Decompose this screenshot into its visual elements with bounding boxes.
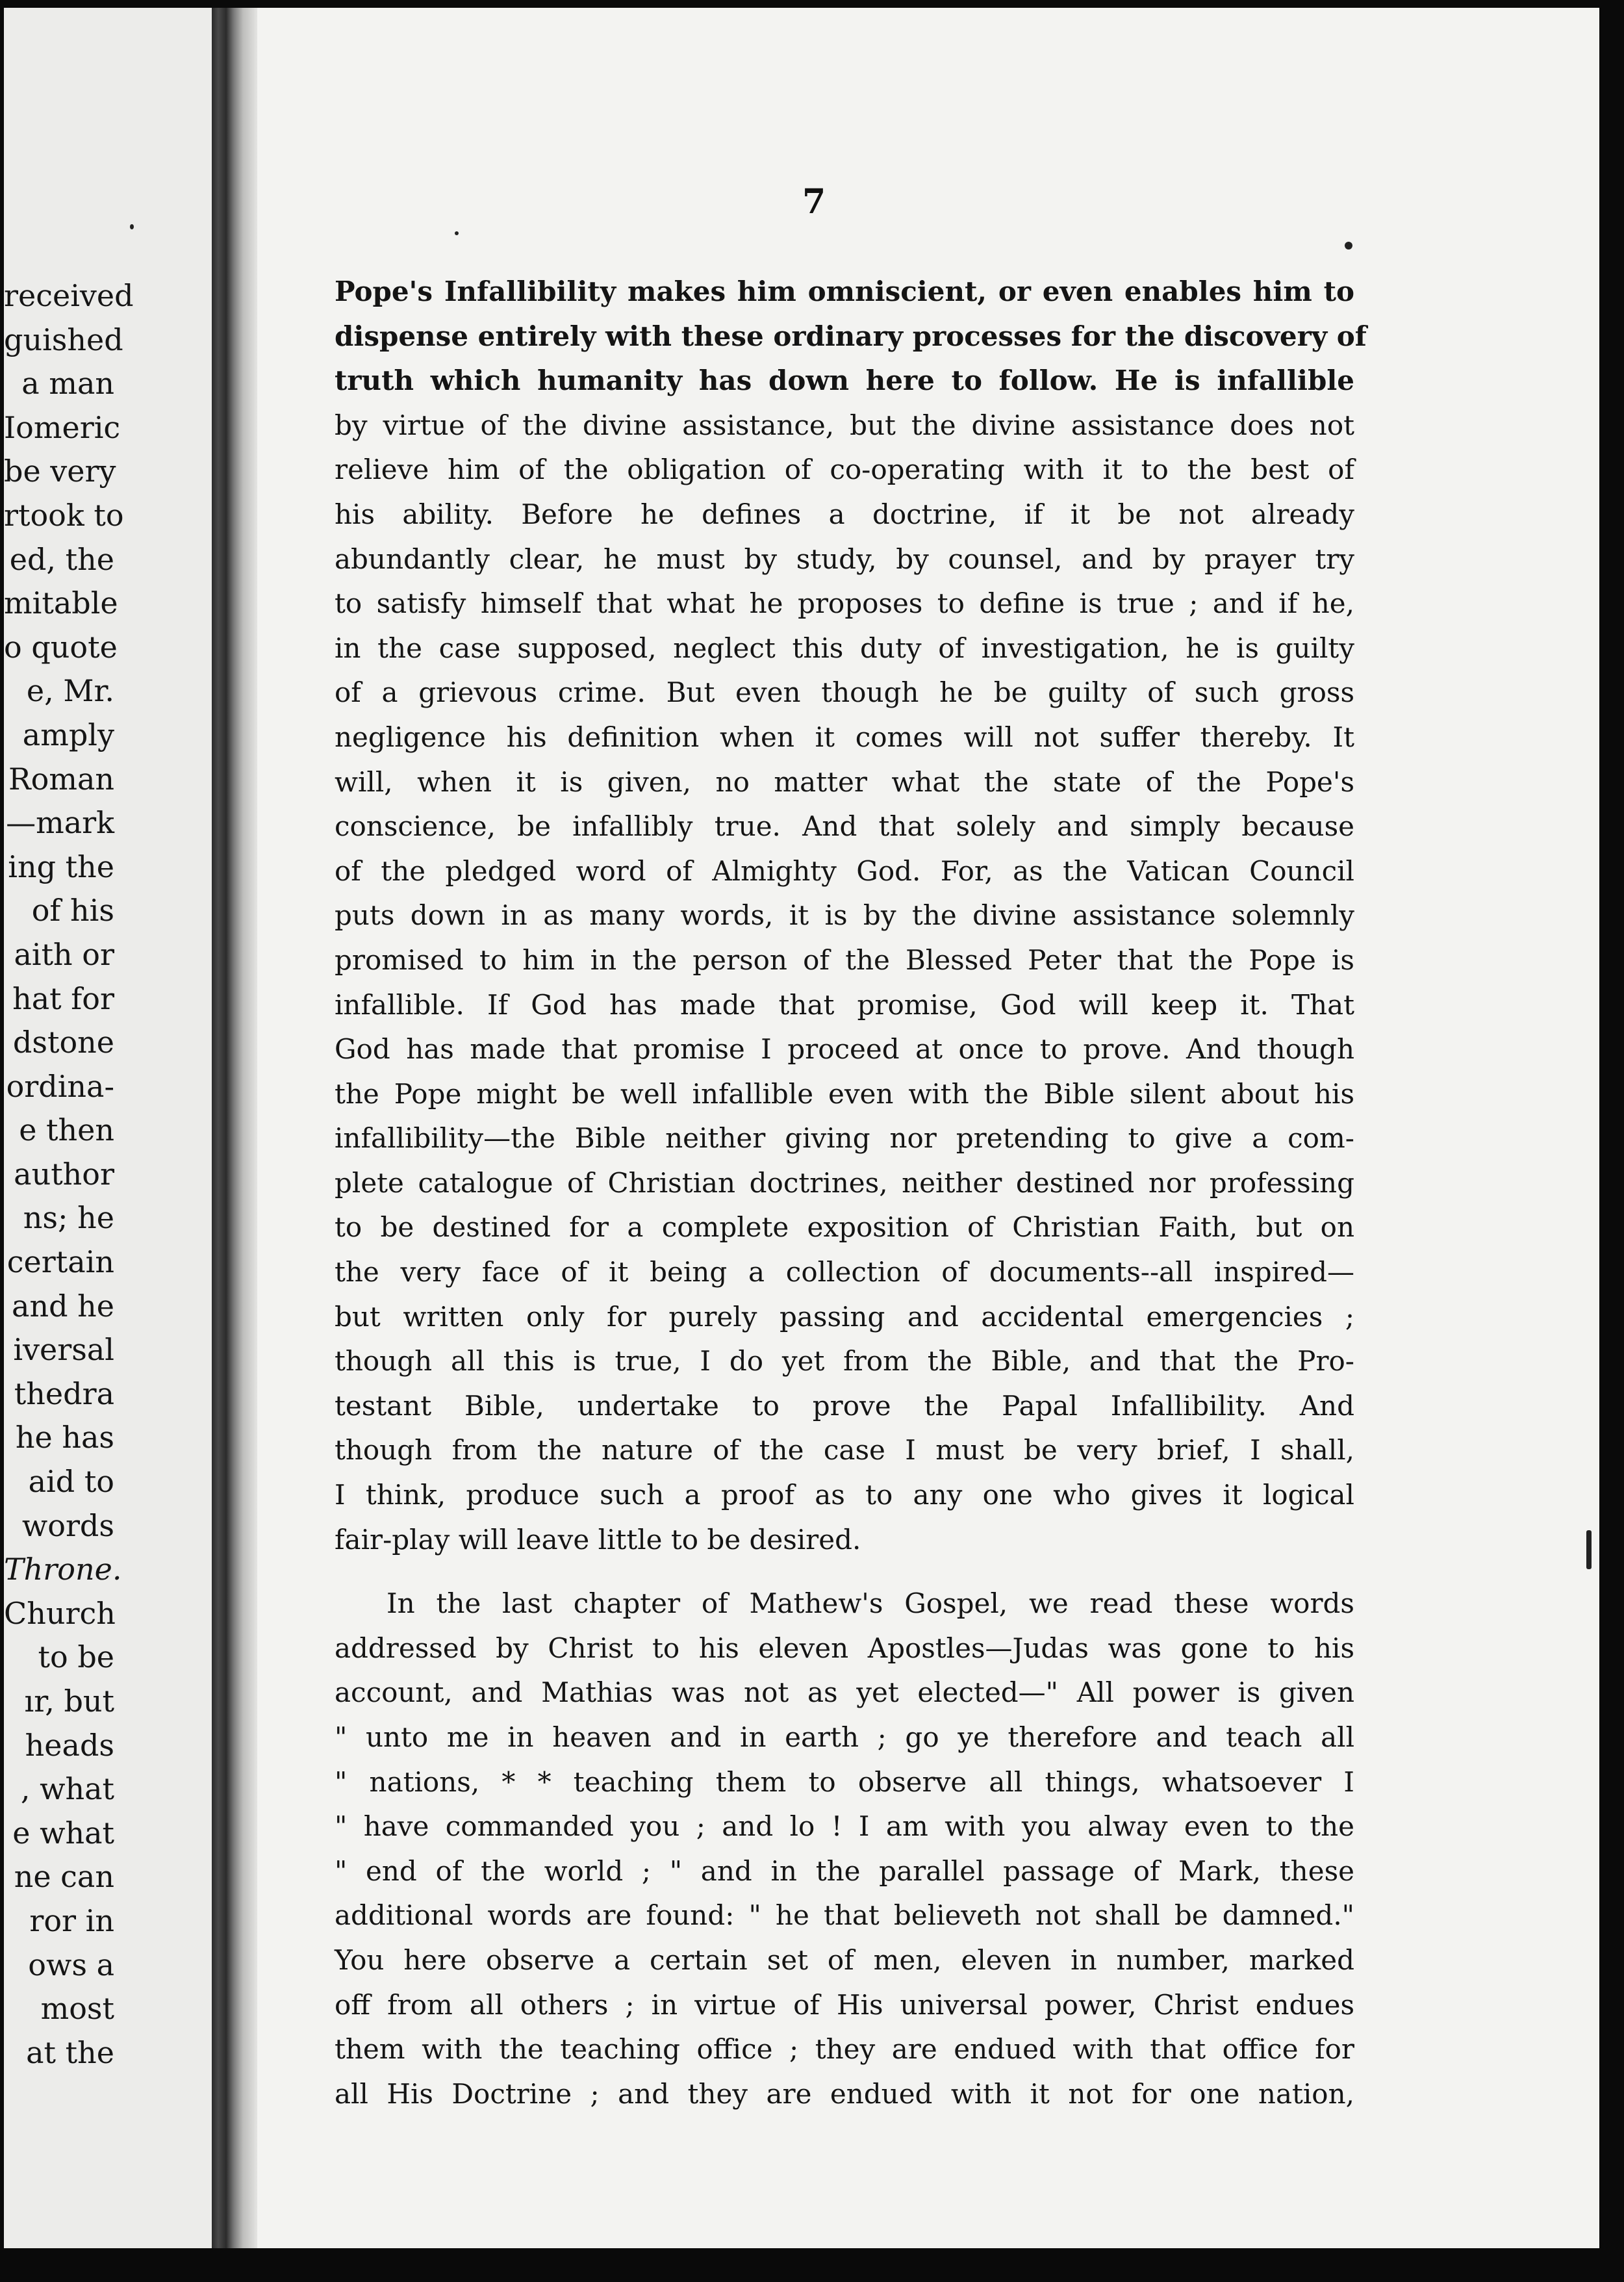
paragraph-1-line: negligence his definition when it comes will not suffer thereby. It — [335, 721, 1354, 753]
paragraph-1-line: infallible. If God has made that promise, God will keep it. That — [335, 988, 1354, 1021]
paragraph-1-line: by virtue of the divine assistance, but the divine assistance does not — [335, 409, 1354, 441]
paragraph-2-line: " end of the world ; " and in the parallel passage of Mark, these — [335, 1854, 1354, 1887]
left-page-line: amply — [22, 717, 114, 752]
left-page-line: and he — [12, 1288, 114, 1324]
page-number: 7 — [802, 182, 826, 222]
left-page-line: ır, but — [24, 1684, 114, 1719]
left-page-line: ed, the — [9, 541, 114, 577]
left-page-line: e what — [12, 1815, 114, 1851]
left-page-line: hat for — [12, 981, 114, 1016]
paragraph-1-line: the Pope might be well infallible even with the Bible silent about his — [335, 1077, 1354, 1110]
paragraph-1-line: of a grievous crime. But even though he be guilty of such gross — [335, 676, 1354, 709]
paragraph-2-line: all His Doctrine ; and they are endued with it not for one nation, — [335, 2077, 1354, 2110]
left-page-line: words — [21, 1507, 114, 1543]
paragraph-2-line: additional words are found: " he that believeth not shall be damned." — [335, 1899, 1354, 1932]
left-page-line: ing the — [8, 849, 114, 884]
paragraph-1-line: though from the nature of the case I must be very brief, I shall, — [335, 1434, 1354, 1467]
left-page-line: he has — [15, 1420, 114, 1455]
left-page-line: e, Mr. — [26, 673, 114, 709]
left-page-line: certain — [6, 1244, 114, 1280]
paragraph-1-line: to satisfy himself that what he proposes to define is true ; and if he, — [335, 587, 1354, 620]
left-page-line: received — [4, 278, 134, 313]
paragraph-2-line: them with the teaching office ; they are endued with that office for — [335, 2033, 1354, 2066]
paragraph-2-line: You here observe a certain set of men, eleven in number, marked — [335, 1943, 1354, 1976]
paragraph-1-line: will, when it is given, no matter what the state of the Pope's — [335, 765, 1354, 798]
paragraph-1-line: infallibility—the Bible neither giving nor pretending to give a com- — [335, 1122, 1354, 1155]
paragraph-1-line: in the case supposed, neglect this duty of investigation, he is guilty — [335, 632, 1354, 664]
paragraph-1-line: relieve him of the obligation of co-operating with it to the best of — [335, 454, 1354, 486]
left-page-line: Church — [4, 1595, 116, 1631]
left-page-line: rtook to — [4, 497, 124, 533]
paragraph-2-line: " nations, * * teaching them to observe all things, whatsoever I — [335, 1765, 1354, 1798]
scan-border-bottom — [0, 2248, 1624, 2282]
left-page-line: ror in — [29, 1903, 114, 1938]
left-page-line: be very — [4, 454, 116, 489]
paragraph-1-line: Pope's Infallibility makes him omniscient, or even enables him to — [335, 276, 1354, 307]
paragraph-1-line: conscience, be infallibly true. And that solely and simply because — [335, 810, 1354, 843]
left-page-line: heads — [25, 1727, 114, 1763]
paragraph-1-line: promised to him in the person of the Blessed Peter that the Pope is — [335, 943, 1354, 976]
left-page-line: mitable — [4, 585, 118, 621]
left-page-line: aid to — [28, 1464, 114, 1500]
scan-border-right — [1599, 0, 1624, 2282]
left-facing-page — [4, 8, 212, 2248]
left-page-text — [4, 274, 134, 2075]
left-page-line: at the — [26, 2034, 114, 2070]
paragraph-2-line: " unto me in heaven and in earth ; go ye therefore and teach all — [335, 1721, 1354, 1753]
paragraph-1-line: plete catalogue of Christian doctrines, neither destined nor professing — [335, 1166, 1354, 1199]
paragraph-1-line: testant Bible, undertake to prove the Papal Infallibility. And — [335, 1389, 1354, 1422]
scan-speck — [455, 231, 459, 235]
paragraph-1-line: abundantly clear, he must by study, by counsel, and by prayer try — [335, 543, 1354, 575]
paragraph-2-line: off from all others ; in virtue of His universal power, Christ endues — [335, 1988, 1354, 2021]
paragraph-2-line: addressed by Christ to his eleven Apostles—Judas was gone to his — [335, 1632, 1354, 1664]
left-page-line: ne can — [14, 1859, 114, 1895]
left-page-line: Throne. — [4, 1552, 122, 1587]
left-page-line: ordina- — [6, 1068, 114, 1104]
left-page-line: thedra — [14, 1376, 114, 1411]
paragraph-1-line: his ability. Before he defines a doctrine, if it be not already — [335, 498, 1354, 530]
left-page-line: iversal — [13, 1332, 114, 1368]
paragraph-1-line: God has made that promise I proceed at once to prove. And though — [335, 1033, 1354, 1066]
left-page-line: author — [14, 1156, 114, 1192]
left-page-line: guished — [4, 322, 123, 357]
left-page-line: Roman — [8, 761, 114, 797]
left-page-line: ns; he — [23, 1200, 114, 1236]
paragraph-gap — [335, 1562, 1354, 1582]
left-page-line: aith or — [14, 936, 114, 972]
paragraph-1-line: to be destined for a complete exposition of Christian Faith, but on — [335, 1211, 1354, 1244]
paragraph-2-line: In the last chapter of Mathew's Gospel, we read these words — [387, 1587, 1354, 1620]
scan-speck — [130, 224, 134, 229]
left-page-line: —mark — [6, 805, 114, 841]
book-gutter — [212, 8, 257, 2248]
left-page-line: most — [40, 1991, 114, 2027]
scan-border-top — [0, 0, 1624, 8]
left-page-line: o quote — [4, 629, 118, 665]
scan-speck — [1345, 242, 1352, 250]
paragraph-1-line: truth which humanity has down here to follow. He is infallible — [335, 365, 1354, 397]
left-page-line: e then — [19, 1112, 114, 1148]
paragraph-1-line: dispense entirely with these ordinary processes for the discovery of — [335, 320, 1367, 352]
paragraph-1-line: but written only for purely passing and accidental emergencies ; — [335, 1300, 1354, 1333]
left-page-line: Iomeric — [4, 409, 121, 445]
left-page-line: to be — [38, 1639, 114, 1675]
paragraph-1-line: I think, produce such a proof as to any one who gives it logical — [335, 1479, 1354, 1511]
paragraph-1-line: of the pledged word of Almighty God. For, as the Vatican Council — [335, 854, 1354, 887]
paragraph-2-line: account, and Mathias was not as yet elected—" All power is given — [335, 1676, 1354, 1709]
paragraph-1-line: fair-play will leave little to be desired. — [335, 1523, 861, 1556]
paragraph-1-line: though all this is true, I do yet from the Bible, and that the Pro- — [335, 1345, 1354, 1378]
body-text — [335, 270, 1367, 2116]
left-page-line: dstone — [12, 1025, 114, 1060]
left-page-line: , what — [20, 1771, 114, 1807]
paragraph-1-line: the very face of it being a collection of documents--all inspired— — [335, 1256, 1354, 1288]
scan-speck — [1586, 1530, 1592, 1569]
paragraph-1-line: puts down in as many words, it is by the divine assistance solemnly — [335, 899, 1354, 932]
left-page-line: of his — [31, 893, 114, 929]
paragraph-2-line: " have commanded you ; and lo ! I am with you alway even to the — [335, 1810, 1354, 1843]
left-page-line: a man — [21, 366, 114, 402]
left-page-line: ows a — [28, 1947, 114, 1982]
